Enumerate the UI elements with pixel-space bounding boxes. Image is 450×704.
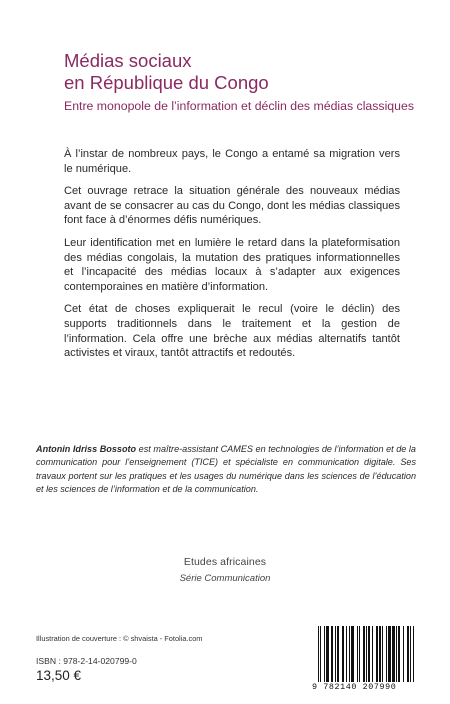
blurb-paragraph-3: Leur identification met en lumière le retard dans la plateformisation des médias congolais, la mutation des pratiques informationnelles et l’incapacité des médias locaux à s’adapter aux exigences contemporaines en matière d’information.	[64, 236, 400, 293]
barcode-bars	[318, 626, 416, 682]
barcode-bar	[414, 626, 415, 682]
title-line-1: Médias sociaux	[64, 50, 192, 71]
barcode-digits: 9 782140 207990	[312, 682, 397, 692]
series-block	[0, 556, 450, 584]
blurb	[64, 147, 400, 369]
illustration-credit: Illustration de couverture : © shvaista - Fotolia.com	[36, 634, 203, 643]
author-bio-text: est maître-assistant CAMES en technologies de l’information et de la communication pour l’enseignement (TICE) et spécialiste en communication digitale. Ses travaux portent sur les pratiques et les usages du numérique dans les sciences de l’éducation et les sciences de l’information et de la communication.	[36, 444, 416, 495]
barcode	[312, 626, 418, 694]
isbn: ISBN : 978-2-14-020799-0	[36, 656, 137, 666]
blurb-paragraph-2: Cet ouvrage retrace la situation générale des nouveaux médias avant de se consacrer au cas du Congo, dont les médias classiques font face à d’énormes défis numériques.	[64, 185, 400, 227]
series-name: Série Communication	[179, 573, 271, 584]
author-name: Antonin Idriss Bossoto	[36, 444, 137, 454]
price: 13,50 €	[36, 668, 82, 683]
author-bio	[36, 443, 416, 497]
blurb-paragraph-1: À l’instar de nombreux pays, le Congo a entamé sa migration vers le numérique.	[64, 148, 400, 175]
book-subtitle: Entre monopole de l’information et déclin des médias classiques	[64, 99, 414, 113]
blurb-paragraph-4: Cet état de choses expliquerait le recul (voire le déclin) des supports traditionnels dans le traitement et la gestion de l’information. Cela offre une brèche aux médias alternatifs tantôt activistes et viraux, tantôt attractifs et redoutés.	[64, 303, 400, 360]
book-title	[64, 50, 434, 94]
title-line-2: en République du Congo	[64, 72, 269, 93]
collection-name: Etudes africaines	[183, 556, 267, 568]
